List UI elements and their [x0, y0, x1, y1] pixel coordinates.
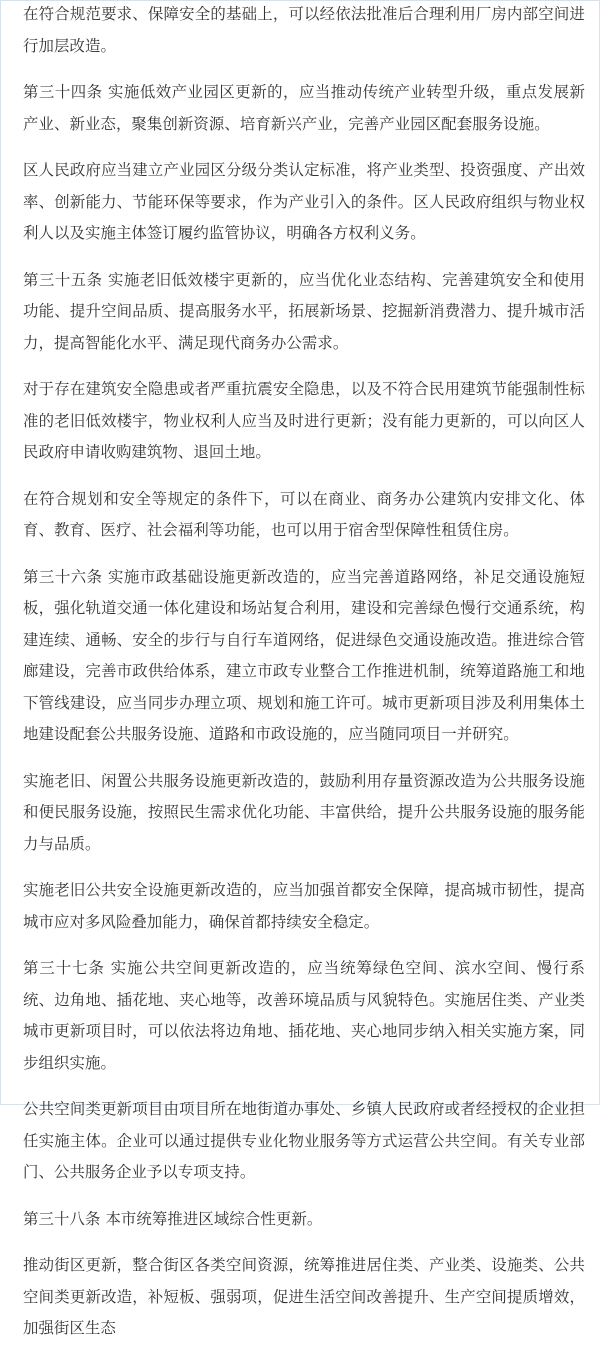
paragraph-article-34: 第三十四条 实施低效产业园区更新的，应当推动传统产业转型升级，重点发展新产业、新业态，聚集创新资源、培育新兴产业，完善产业园区配套服务设施。 — [23, 83, 585, 133]
paragraph: 区人民政府应当建立产业园区分级分类认定标准，将产业类型、投资强度、产出效率、创新能力、节能环保等要求，作为产业引入的条件。区人民政府组织与物业权利人以及实施主体签订履约监管协议，明确各方权利义务。 — [23, 161, 585, 242]
paragraph: 实施老旧、闲置公共服务设施更新改造的，鼓励利用存量资源改造为公共服务设施和便民服务设施，按照民生需求优化功能、丰富供给，提升公共服务设施的服务能力与品质。 — [23, 771, 585, 853]
paragraph-article-36: 第三十六条 实施市政基础设施更新改造的，应当完善道路网络，补足交通设施短板，强化轨道交通一体化建设和场站复合利用，建设和完善绿色慢行交通系统，构建连续、通畅、安全的步行与自行车道网络，促进绿色交通设施改造。推进综合管廊建设，完善市政供给体系，建立市政专业整合工作推进机制，统筹道路施工和地下管线建设，应当同步办理立项、规划和施工许可。城市更新项目涉及利用集体土地建设配套公共服务设施、道路和市政设施的，应当随同项目一并研究。 — [23, 567, 585, 743]
paragraph: 在符合规划和安全等规定的条件下，可以在商业、商务办公建筑内安排文化、体育、教育、医疗、社会福利等功能，也可以用于宿舍型保障性租赁住房。 — [23, 489, 585, 539]
paragraph: 实施老旧公共安全设施更新改造的，应当加强首都安全保障，提高城市韧性，提高城市应对多风险叠加能力，确保首都持续安全稳定。 — [23, 881, 585, 931]
paragraph-article-38: 第三十八条 本市统筹推进区域综合性更新。 — [23, 1209, 323, 1228]
paragraph-article-37: 第三十七条 实施公共空间更新改造的，应当统筹绿色空间、滨水空间、慢行系统、边角地、插花地、夹心地等，改善环境品质与风貌特色。实施居住类、产业类城市更新项目时，可以依法将边角地、插花地、夹心地同步纳入相关实施方案，同步组织实施。 — [23, 959, 585, 1072]
paragraph: 公共空间类更新项目由项目所在地街道办事处、乡镇人民政府或者经授权的企业担任实施主体。企业可以通过提供专业化物业服务等方式运营公共空间。有关专业部门、公共服务企业予以专项支持。 — [23, 1100, 585, 1181]
paragraph-article-35: 第三十五条 实施老旧低效楼宇更新的，应当优化业态结构、完善建筑安全和使用功能、提升空间品质、提高服务水平，拓展新场景、挖掘新消费潜力、提升城市活力，提高智能化水平、满足现代商务办公需求。 — [23, 270, 585, 352]
paragraph: 推动街区更新，整合街区各类空间资源，统筹推进居住类、产业类、设施类、公共空间类更新改造，补短板、强弱项，促进生活空间改善提升、生产空间提质增效，加强街区生态 — [23, 1256, 585, 1337]
document-body — [23, 0, 585, 1360]
paragraph: 对于存在建筑安全隐患或者严重抗震安全隐患，以及不符合民用建筑节能强制性标准的老旧低效楼宇，物业权利人应当及时进行更新；没有能力更新的，可以向区人民政府申请收购建筑物、退回土地。 — [23, 380, 585, 461]
paragraph: 在符合规范要求、保障安全的基础上，可以经依法批准后合理利用厂房内部空间进行加层改造。 — [23, 5, 585, 55]
